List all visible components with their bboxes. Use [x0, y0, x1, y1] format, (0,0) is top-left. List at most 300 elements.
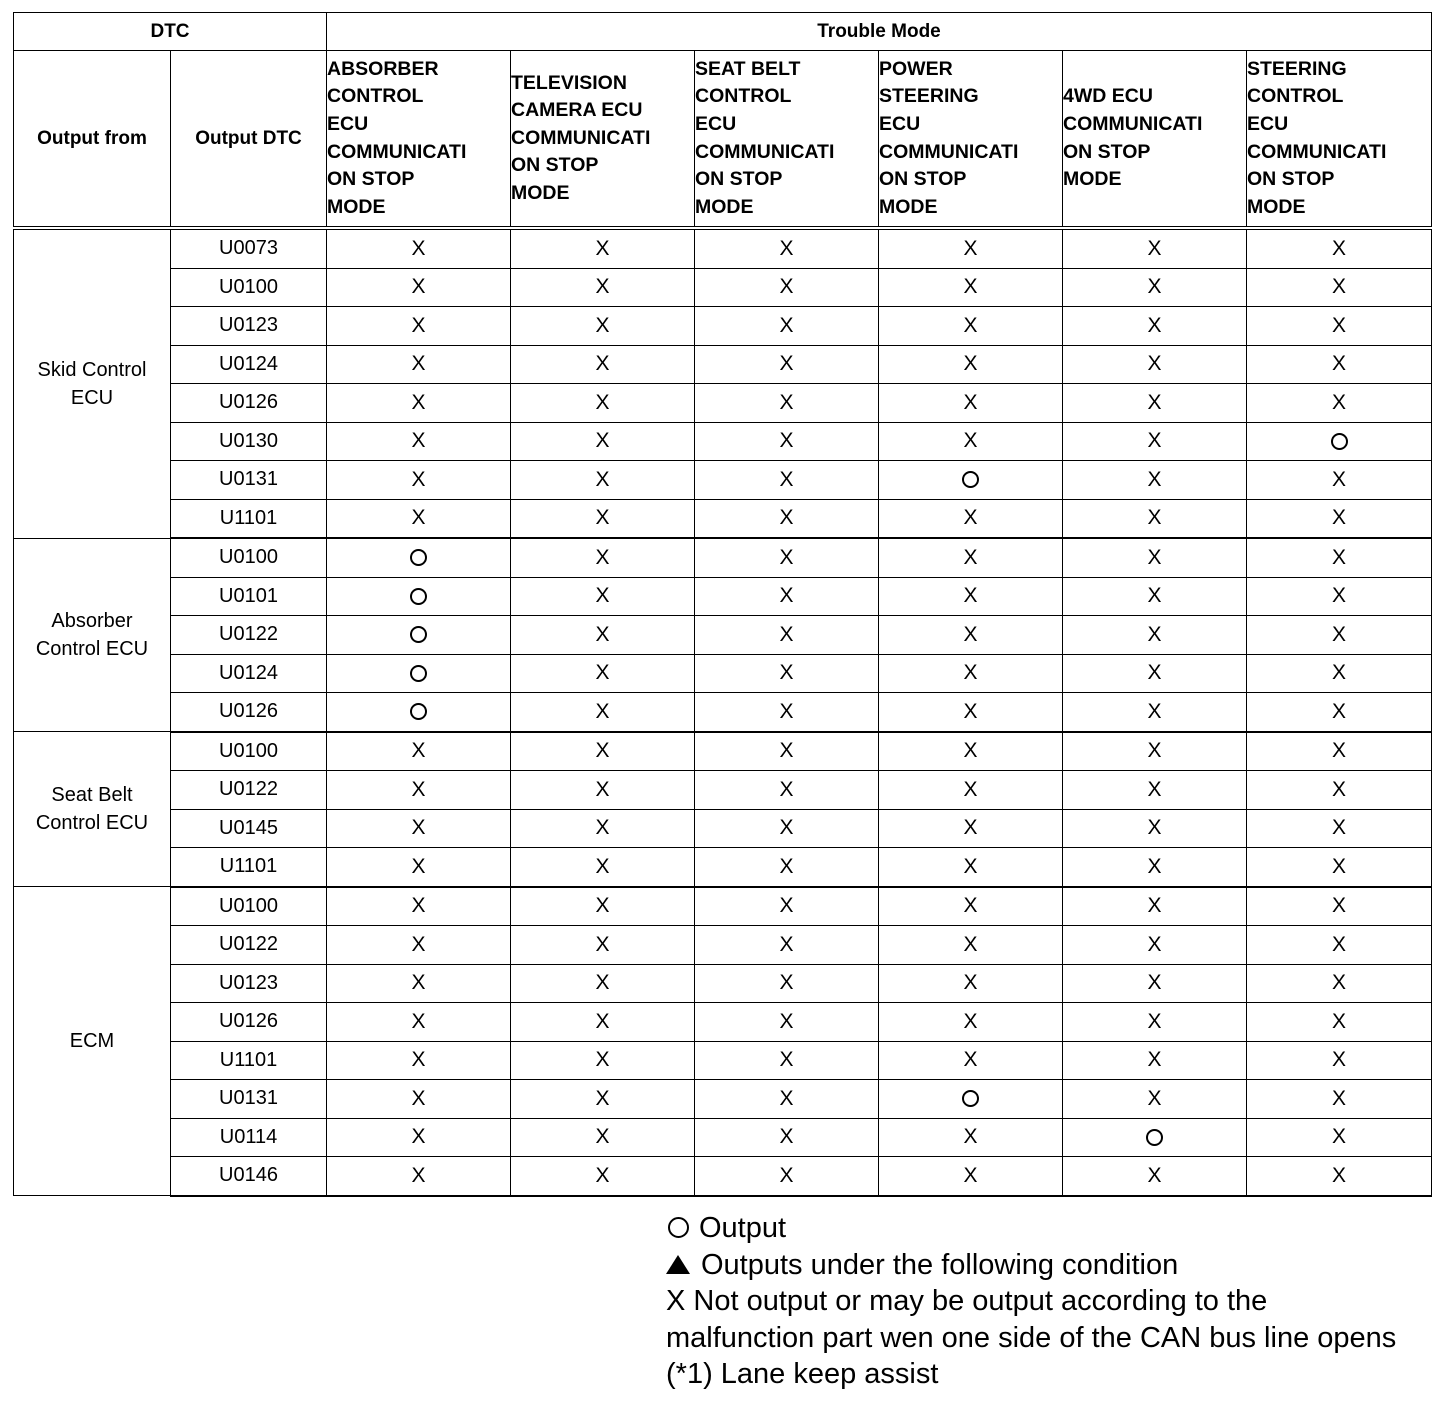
not-output-mark-cell: [511, 422, 695, 461]
mode-header-line: ON STOP: [1247, 168, 1335, 191]
mode-header-line: COMMUNICATI: [511, 126, 651, 149]
mode-header-line: ON STOP: [1063, 140, 1151, 163]
output-from-cell: [14, 538, 171, 732]
not-output-mark-cell: [1247, 771, 1432, 810]
output-from-cell: [14, 732, 171, 887]
not-output-mark-cell: [695, 964, 879, 1003]
not-output-mark-cell: [1063, 616, 1247, 655]
legend-conditional: [666, 1247, 1396, 1284]
x-mark: X: [1147, 506, 1162, 530]
mode-header-line: MODE: [879, 195, 938, 218]
circle-icon: [410, 703, 427, 720]
dtc-code-cell: U0124: [171, 345, 327, 384]
x-mark: X: [779, 777, 794, 801]
x-mark: X: [963, 236, 978, 260]
not-output-mark-cell: [695, 268, 879, 307]
mode-header-4wd: [1063, 51, 1247, 229]
not-output-mark-cell: [1247, 345, 1432, 384]
not-output-mark-cell: [511, 926, 695, 965]
legend: [666, 1210, 1396, 1393]
mode-header-line: POWER: [879, 57, 953, 80]
not-output-mark-cell: [511, 964, 695, 1003]
not-output-mark-cell: [511, 848, 695, 887]
not-output-mark-cell: [1063, 345, 1247, 384]
not-output-mark-cell: [511, 693, 695, 732]
x-mark: X: [411, 390, 426, 414]
not-output-mark-cell: [511, 345, 695, 384]
x-mark: X: [595, 932, 610, 956]
dtc-header: DTC: [14, 13, 327, 51]
not-output-mark-cell: [327, 268, 511, 307]
x-mark: X: [779, 313, 794, 337]
not-output-mark-cell: [695, 771, 879, 810]
output-mark-cell: [1247, 422, 1432, 461]
mode-header-line: ECU: [879, 112, 921, 135]
dtc-code-cell: U0131: [171, 461, 327, 500]
x-mark: X: [963, 816, 978, 840]
output-mark-cell: [879, 1080, 1063, 1119]
x-mark: X: [963, 777, 978, 801]
x-mark: X: [1147, 467, 1162, 491]
x-mark: X: [1331, 467, 1346, 491]
x-mark: X: [595, 1048, 610, 1072]
mode-header-line: SEAT BELT: [695, 57, 801, 80]
not-output-mark-cell: [1247, 964, 1432, 1003]
x-mark: X: [1331, 313, 1346, 337]
mode-header-seat-belt: [695, 51, 879, 229]
mode-header-line: STEERING: [1247, 57, 1347, 80]
x-mark: X: [1147, 971, 1162, 995]
x-mark: X: [1147, 661, 1162, 685]
x-mark: X: [963, 971, 978, 995]
not-output-mark-cell: [327, 887, 511, 926]
table-row: [14, 964, 1432, 1003]
not-output-mark-cell: [1247, 384, 1432, 423]
not-output-mark-cell: [511, 577, 695, 616]
not-output-mark-cell: [327, 461, 511, 500]
x-mark: X: [1331, 1009, 1346, 1033]
not-output-mark-cell: [695, 848, 879, 887]
x-mark: X: [779, 1048, 794, 1072]
not-output-mark-cell: [879, 1157, 1063, 1196]
not-output-mark-cell: [1247, 848, 1432, 887]
not-output-mark-cell: [879, 228, 1063, 268]
x-mark: X: [1147, 390, 1162, 414]
x-mark: X: [595, 275, 610, 299]
not-output-mark-cell: [879, 771, 1063, 810]
table-row: [14, 499, 1432, 538]
mode-header-line: COMMUNICATI: [327, 140, 467, 163]
not-output-mark-cell: [1247, 654, 1432, 693]
output-dtc-header: Output DTC: [171, 51, 327, 229]
not-output-mark-cell: [1247, 616, 1432, 655]
not-output-mark-cell: [695, 926, 879, 965]
not-output-mark-cell: [879, 654, 1063, 693]
not-output-mark-cell: [1247, 577, 1432, 616]
table-row: [14, 1118, 1432, 1157]
not-output-mark-cell: [879, 499, 1063, 538]
output-from-line: Control ECU: [35, 812, 149, 834]
x-mark: X: [1331, 739, 1346, 763]
not-output-mark-cell: [879, 268, 1063, 307]
mode-header-line: MODE: [695, 195, 754, 218]
x-mark: X: [779, 854, 794, 878]
not-output-mark-cell: [1247, 887, 1432, 926]
x-mark: X: [779, 467, 794, 491]
x-mark: X: [779, 545, 794, 569]
not-output-mark-cell: [511, 654, 695, 693]
not-output-mark-cell: [511, 1118, 695, 1157]
not-output-mark-cell: [1063, 964, 1247, 1003]
table-row: [14, 1041, 1432, 1080]
x-mark: X: [779, 661, 794, 685]
triangle-icon: [666, 1255, 690, 1274]
not-output-mark-cell: [879, 964, 1063, 1003]
x-mark: X: [595, 467, 610, 491]
not-output-mark-cell: [1063, 732, 1247, 771]
x-mark: X: [411, 352, 426, 376]
x-mark: X: [411, 275, 426, 299]
x-mark: X: [595, 1125, 610, 1149]
x-mark: X: [1331, 352, 1346, 376]
x-mark: X: [779, 429, 794, 453]
x-mark: X: [595, 429, 610, 453]
x-mark: X: [963, 1048, 978, 1072]
not-output-mark-cell: [1247, 926, 1432, 965]
not-output-mark-cell: [1063, 268, 1247, 307]
not-output-mark-cell: [511, 616, 695, 655]
mode-header-line: ECU: [327, 112, 369, 135]
not-output-mark-cell: [695, 461, 879, 500]
x-mark: X: [411, 932, 426, 956]
legend-note: (*1) Lane keep assist: [666, 1358, 939, 1390]
table-row: [14, 538, 1432, 577]
x-mark: X: [779, 584, 794, 608]
dtc-trouble-mode-table: [13, 12, 1432, 1197]
not-output-mark-cell: [327, 307, 511, 346]
x-mark: X: [1147, 816, 1162, 840]
x-mark: X: [963, 894, 978, 918]
not-output-mark-cell: [327, 228, 511, 268]
x-mark: X: [963, 352, 978, 376]
mode-header-steering-control: [1247, 51, 1432, 229]
circle-icon: [668, 1217, 689, 1238]
circle-icon: [410, 665, 427, 682]
x-mark: X: [963, 313, 978, 337]
not-output-mark-cell: [327, 1157, 511, 1196]
x-mark: X: [1331, 1048, 1346, 1072]
x-mark: X: [1331, 932, 1346, 956]
x-mark: X: [1331, 236, 1346, 260]
x-mark: X: [779, 1009, 794, 1033]
mode-header-line: ABSORBER: [327, 57, 439, 80]
mode-header-line: COMMUNICATI: [879, 140, 1019, 163]
x-mark: X: [779, 506, 794, 530]
x-mark: X: [1147, 545, 1162, 569]
not-output-mark-cell: [511, 384, 695, 423]
not-output-mark-cell: [1063, 848, 1247, 887]
x-mark: X: [779, 1163, 794, 1187]
not-output-mark-cell: [327, 499, 511, 538]
x-mark: X: [411, 1125, 426, 1149]
circle-icon: [410, 549, 427, 566]
trouble-mode-header: Trouble Mode: [327, 13, 1432, 51]
x-mark: X: [411, 739, 426, 763]
not-output-mark-cell: [511, 1157, 695, 1196]
x-mark: X: [1331, 1125, 1346, 1149]
not-output-mark-cell: [879, 693, 1063, 732]
not-output-mark-cell: [879, 1118, 1063, 1157]
table-row: [14, 1003, 1432, 1042]
x-mark: X: [595, 584, 610, 608]
not-output-mark-cell: [879, 384, 1063, 423]
dtc-code-cell: U0100: [171, 268, 327, 307]
not-output-mark-cell: [695, 809, 879, 848]
not-output-mark-cell: [1063, 1003, 1247, 1042]
x-mark: X: [1147, 854, 1162, 878]
x-mark: X: [411, 313, 426, 337]
x-mark: X: [1147, 236, 1162, 260]
x-mark: X: [411, 506, 426, 530]
table-row: [14, 1080, 1432, 1119]
x-mark: X: [1147, 777, 1162, 801]
x-mark: X: [779, 1086, 794, 1110]
table-row: [14, 732, 1432, 771]
not-output-mark-cell: [327, 1118, 511, 1157]
table-row: [14, 422, 1432, 461]
mode-header-line: CONTROL: [1247, 85, 1344, 108]
dtc-code-cell: U0146: [171, 1157, 327, 1196]
mode-header-power-steering: [879, 51, 1063, 229]
not-output-mark-cell: [327, 422, 511, 461]
x-mark: X: [595, 777, 610, 801]
dtc-code-cell: U0100: [171, 887, 327, 926]
x-mark: X: [411, 1009, 426, 1033]
dtc-code-cell: U1101: [171, 499, 327, 538]
x-mark: X: [595, 661, 610, 685]
output-from-line: Control ECU: [35, 637, 149, 660]
mode-header-line: MODE: [1247, 195, 1306, 218]
not-output-mark-cell: [511, 771, 695, 810]
x-mark: X: [1147, 275, 1162, 299]
x-mark: X: [1331, 854, 1346, 878]
not-output-mark-cell: [511, 732, 695, 771]
not-output-mark-cell: [511, 461, 695, 500]
dtc-code-cell: U0126: [171, 384, 327, 423]
x-mark: X: [411, 467, 426, 491]
mode-header-line: MODE: [1063, 168, 1122, 191]
not-output-mark-cell: [327, 809, 511, 848]
not-output-mark-cell: [511, 1041, 695, 1080]
mode-header-line: COMMUNICATI: [1063, 112, 1203, 135]
not-output-mark-cell: [511, 1080, 695, 1119]
x-mark: X: [1147, 352, 1162, 376]
not-output-mark-cell: [1063, 538, 1247, 577]
mode-header-line: COMMUNICATI: [695, 140, 835, 163]
legend-not-output-line-1: X Not output or may be output according to the: [666, 1285, 1268, 1317]
x-mark: X: [1331, 275, 1346, 299]
x-mark: X: [1331, 545, 1346, 569]
dtc-code-cell: U0101: [171, 577, 327, 616]
x-mark: X: [779, 971, 794, 995]
not-output-mark-cell: [1247, 1003, 1432, 1042]
legend-not-output-line-2: malfunction part wen one side of the CAN bus line opens: [666, 1321, 1397, 1354]
x-mark: X: [963, 661, 978, 685]
not-output-mark-cell: [879, 887, 1063, 926]
output-from-line: ECM: [69, 1030, 115, 1052]
circle-icon: [1331, 433, 1348, 450]
not-output-mark-cell: [511, 1003, 695, 1042]
x-mark: X: [779, 932, 794, 956]
not-output-mark-cell: [879, 732, 1063, 771]
not-output-mark-cell: [879, 1041, 1063, 1080]
dtc-code-cell: U1101: [171, 848, 327, 887]
circle-icon: [962, 1090, 979, 1107]
x-mark: X: [1147, 1086, 1162, 1110]
mode-header-line: ECU: [1247, 112, 1289, 135]
x-mark: X: [595, 816, 610, 840]
output-from-line: ECU: [70, 386, 114, 409]
not-output-mark-cell: [695, 1157, 879, 1196]
x-mark: X: [595, 236, 610, 260]
x-mark: X: [411, 777, 426, 801]
not-output-mark-cell: [511, 228, 695, 268]
x-mark: X: [1331, 1163, 1346, 1187]
not-output-mark-cell: [511, 809, 695, 848]
x-mark: X: [779, 739, 794, 763]
mode-header-line: CAMERA ECU: [511, 99, 643, 122]
not-output-mark-cell: [695, 616, 879, 655]
legend-conditional-label: Outputs under the following condition: [701, 1248, 1179, 1281]
table-row: [14, 926, 1432, 965]
not-output-mark-cell: [1063, 461, 1247, 500]
output-from-line: Absorber: [51, 609, 133, 632]
not-output-mark-cell: [511, 538, 695, 577]
table-row: [14, 577, 1432, 616]
not-output-mark-cell: [879, 926, 1063, 965]
mode-header-line: CONTROL: [327, 85, 424, 108]
x-mark: X: [1331, 971, 1346, 995]
x-mark: X: [595, 622, 610, 646]
x-mark: X: [963, 1125, 978, 1149]
table-row: [14, 771, 1432, 810]
table-row: [14, 654, 1432, 693]
x-mark: X: [1147, 1048, 1162, 1072]
x-mark: X: [1331, 816, 1346, 840]
x-mark: X: [1331, 390, 1346, 414]
x-mark: X: [779, 816, 794, 840]
output-from-cell: [14, 228, 171, 538]
output-mark-cell: [879, 461, 1063, 500]
not-output-mark-cell: [695, 422, 879, 461]
mode-header-line: MODE: [327, 195, 386, 218]
not-output-mark-cell: [695, 1003, 879, 1042]
output-mark-cell: [327, 693, 511, 732]
circle-icon: [410, 626, 427, 643]
x-mark: X: [963, 854, 978, 878]
not-output-mark-cell: [879, 1003, 1063, 1042]
x-mark: X: [779, 894, 794, 918]
not-output-mark-cell: [1063, 1080, 1247, 1119]
x-mark: X: [779, 236, 794, 260]
not-output-mark-cell: [1247, 538, 1432, 577]
x-mark: X: [595, 971, 610, 995]
x-mark: X: [1147, 313, 1162, 337]
not-output-mark-cell: [327, 345, 511, 384]
output-from-cell: [14, 887, 171, 1196]
x-mark: X: [963, 699, 978, 723]
x-mark: X: [595, 739, 610, 763]
table-row: [14, 1157, 1432, 1196]
x-mark: X: [595, 506, 610, 530]
not-output-mark-cell: [327, 1041, 511, 1080]
not-output-mark-cell: [1063, 809, 1247, 848]
table-row: [14, 693, 1432, 732]
x-mark: X: [595, 854, 610, 878]
x-mark: X: [411, 236, 426, 260]
x-mark: X: [963, 545, 978, 569]
output-from-header: Output from: [14, 51, 171, 229]
dtc-code-cell: U0073: [171, 228, 327, 268]
mode-header-line: ON STOP: [695, 168, 783, 191]
x-mark: X: [595, 545, 610, 569]
x-mark: X: [595, 313, 610, 337]
table-row: [14, 307, 1432, 346]
mode-header-line: STEERING: [879, 85, 979, 108]
x-mark: X: [963, 429, 978, 453]
not-output-mark-cell: [1247, 228, 1432, 268]
not-output-mark-cell: [879, 848, 1063, 887]
x-mark: X: [411, 1163, 426, 1187]
not-output-mark-cell: [1247, 268, 1432, 307]
not-output-mark-cell: [695, 577, 879, 616]
x-mark: X: [1147, 429, 1162, 453]
legend-output-label: Output: [699, 1212, 787, 1244]
x-mark: X: [1331, 1086, 1346, 1110]
x-mark: X: [411, 816, 426, 840]
output-mark-cell: [327, 577, 511, 616]
dtc-code-cell: U0114: [171, 1118, 327, 1157]
not-output-mark-cell: [327, 964, 511, 1003]
output-from-line: Skid Control: [37, 358, 147, 381]
legend-output: [666, 1210, 1396, 1247]
not-output-mark-cell: [1247, 1157, 1432, 1196]
output-from-line: Seat Belt: [51, 784, 133, 806]
mode-header-line: 4WD ECU: [1063, 85, 1153, 108]
not-output-mark-cell: [1063, 577, 1247, 616]
not-output-mark-cell: [327, 1080, 511, 1119]
x-mark: X: [595, 352, 610, 376]
mode-header-line: TELEVISION: [511, 71, 627, 94]
not-output-mark-cell: [1247, 693, 1432, 732]
x-mark: X: [963, 932, 978, 956]
table-row: [14, 616, 1432, 655]
x-mark: X: [595, 1163, 610, 1187]
x-mark: X: [779, 1125, 794, 1149]
not-output-mark-cell: [695, 732, 879, 771]
not-output-mark-cell: [695, 384, 879, 423]
x-mark: X: [595, 390, 610, 414]
x-mark: X: [1331, 584, 1346, 608]
not-output-mark-cell: [1247, 499, 1432, 538]
table-row: [14, 887, 1432, 926]
x-mark: X: [411, 894, 426, 918]
mode-header-line: ON STOP: [511, 154, 599, 177]
x-mark: X: [411, 1086, 426, 1110]
x-mark: X: [779, 275, 794, 299]
not-output-mark-cell: [1063, 228, 1247, 268]
not-output-mark-cell: [511, 268, 695, 307]
